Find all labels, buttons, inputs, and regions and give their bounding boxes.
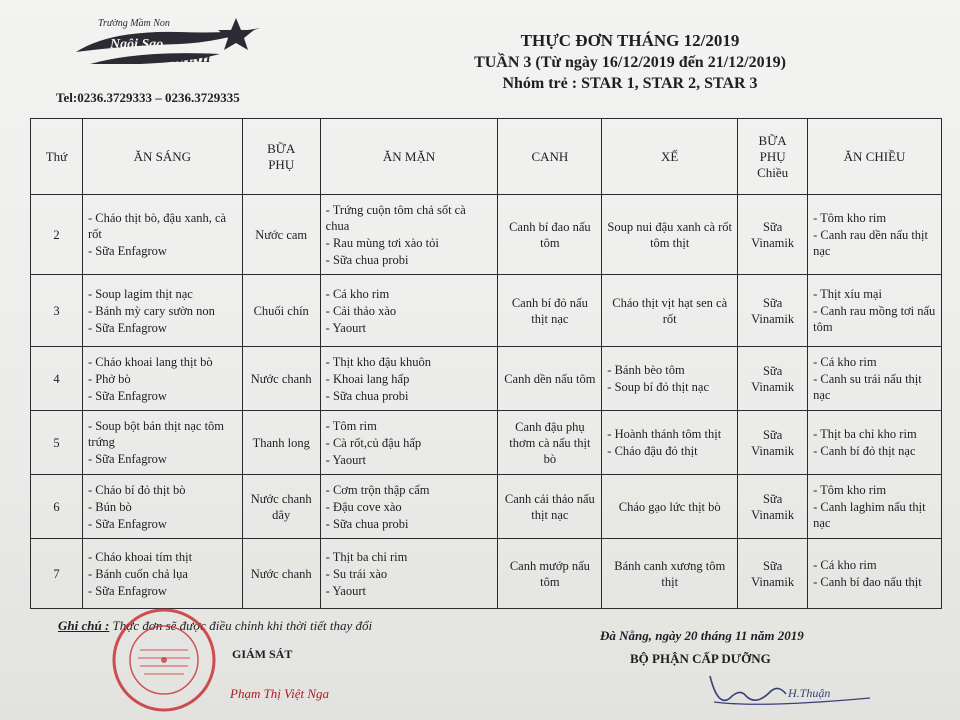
header-an-sang: ĂN SÁNG (82, 119, 242, 195)
list-item: - Bánh mỳ cary sườn non (87, 303, 215, 318)
list-item: - Thịt kho đậu khuôn (325, 354, 431, 369)
list-item: - Đậu cove xào (325, 499, 402, 514)
list-item: - Cơm trộn thập cẩm (325, 482, 430, 497)
list-item: - Cháo khoai lang thịt bò (87, 354, 213, 369)
list-item: - Hoành thánh tôm thịt (607, 427, 722, 441)
header-bua-phu-line1: BỮA (267, 140, 296, 156)
cell-thu: 3 (31, 275, 83, 347)
cell-xe (602, 539, 738, 609)
list-item: - Thịt ba chỉ kho rim (813, 427, 917, 441)
cell-an-man (320, 275, 498, 347)
list-item: - Bánh cuốn chả lụa (87, 566, 188, 581)
list-item: - Cá kho rim (813, 355, 877, 369)
cell-an-chieu (808, 275, 942, 347)
header-bua-phu-line2: PHỤ (268, 156, 295, 172)
cell-thu: 6 (31, 475, 83, 539)
header-thu: Thứ (31, 119, 83, 195)
cell-an-chieu-list (813, 426, 936, 459)
list-item: - Cải thảo xào (325, 303, 397, 318)
list-item: - Canh rau dền nấu thịt nạc (813, 228, 928, 258)
cell-xe (602, 475, 738, 539)
list-item: - Sữa chua probi (325, 516, 409, 531)
list-item: - Canh bí đỏ thịt nạc (813, 444, 916, 458)
list-item: - Sữa chua probi (325, 252, 409, 267)
list-item: - Canh rau mồng tơi nấu tôm (813, 304, 936, 334)
table-row (31, 275, 942, 347)
list-item: - Yaourt (325, 320, 366, 335)
cell-an-man (320, 195, 498, 275)
list-item: - Cháo thịt bò, đậu xanh, cà rốt (87, 211, 227, 241)
list-item: - Bún bò (87, 499, 132, 514)
cell-bua-phu-chieu: Sữa Vinamik (738, 195, 808, 275)
cell-bua-phu-chieu: Sữa Vinamik (738, 347, 808, 411)
cell-bua-phu: Thanh long (242, 411, 320, 475)
list-item: - Canh laghim nấu thịt nạc (813, 500, 926, 530)
cell-xe (602, 195, 738, 275)
cell-an-sang-list (88, 418, 237, 467)
cell-bua-phu: Chuối chín (242, 275, 320, 347)
cell-xe-list (607, 362, 732, 395)
supervisor-title: GIÁM SÁT (232, 647, 293, 661)
cell-bua-phu-chieu: Sữa Vinamik (738, 411, 808, 475)
svg-text:Ngôi Sao: Ngôi Sao (110, 37, 164, 52)
list-item: Bánh canh xương tôm thịt (614, 558, 726, 589)
header-bua-phu-chieu-line3: Chiều (757, 164, 789, 180)
svg-text:Trường Mầm Non: Trường Mầm Non (98, 18, 170, 29)
cell-an-sang-list (88, 482, 237, 532)
cell-an-chieu-list (813, 210, 936, 259)
dept-signature: H.Thuận (788, 686, 831, 700)
list-item: - Rau mùng tơi xào tỏi (325, 235, 439, 250)
cell-an-man-list (326, 418, 493, 468)
cell-xe (602, 411, 738, 475)
cell-xe-list (607, 295, 732, 327)
list-item: - Cháo đậu đỏ thịt (607, 444, 698, 458)
cell-bua-phu-chieu: Sữa Vinamik (738, 475, 808, 539)
school-phone: Tel:0236.3729333 – 0236.3729335 (56, 90, 240, 105)
supervisor-name: Phạm Thị Việt Nga (230, 686, 330, 701)
header-bua-phu-chieu (738, 119, 808, 195)
cell-an-man-list (326, 202, 493, 268)
cell-bua-phu: Nước chanh dây (242, 475, 320, 539)
cell-bua-phu-chieu: Sữa Vinamik (738, 539, 808, 609)
cell-an-sang-list (88, 286, 237, 336)
cell-canh: Canh mướp nấu tôm (498, 539, 602, 609)
menu-title-block (420, 30, 840, 94)
cell-canh: Canh cải thảo nấu thịt nạc (498, 475, 602, 539)
list-item: - Trứng cuộn tôm chả sốt cà chua (325, 202, 466, 233)
cell-an-sang-list (88, 210, 237, 259)
header-bua-phu (242, 119, 320, 195)
cell-an-sang (82, 195, 242, 275)
note-text: Thực đơn sẽ được điều chỉnh khi thời tiết thay đổi (112, 618, 373, 633)
list-item: - Thịt xíu mại (813, 287, 882, 301)
list-item: Cháo thịt vịt hạt sen cà rốt (612, 295, 728, 326)
cell-an-chieu-list (813, 557, 936, 590)
cell-an-sang (82, 275, 242, 347)
cell-thu: 4 (31, 347, 83, 411)
list-item: - Sữa Enfagrow (87, 244, 167, 258)
cell-an-man-list (326, 482, 493, 532)
list-item: Soup nui đậu xanh cà rốt tôm thịt (607, 219, 733, 250)
list-item: - Yaourt (325, 452, 366, 467)
header-xe: XẾ (602, 119, 738, 195)
cell-an-sang (82, 411, 242, 475)
cell-an-man (320, 539, 498, 609)
header-bua-phu-chieu-line2: PHỤ (759, 148, 786, 164)
dept-title: BỘ PHẬN CẤP DƯỠNG (630, 651, 771, 666)
cell-xe-list (607, 499, 732, 515)
list-item: - Sữa Enfagrow (87, 583, 167, 598)
cell-bua-phu: Nước chanh (242, 347, 320, 411)
cell-an-chieu (808, 347, 942, 411)
menu-table (30, 118, 942, 609)
menu-title: THỰC ĐƠN THÁNG 12/2019 (520, 31, 740, 50)
table-row (31, 195, 942, 275)
cell-an-chieu-list (813, 354, 936, 403)
cell-canh: Canh dền nấu tôm (498, 347, 602, 411)
note-label: Ghi chú : (58, 618, 110, 633)
cell-an-man-list (326, 549, 493, 599)
svg-text:XANH: XANH (174, 50, 211, 65)
table-row (31, 411, 942, 475)
header-an-man: ĂN MẶN (320, 119, 498, 195)
cell-xe-list (607, 558, 732, 590)
header-bua-phu-chieu-line1: BỮA (758, 132, 787, 148)
cell-an-man-list (326, 354, 493, 404)
cell-bua-phu: Nước chanh (242, 539, 320, 609)
cell-thu: 5 (31, 411, 83, 475)
cell-bua-phu-chieu: Sữa Vinamik (738, 275, 808, 347)
list-item: - Sữa Enfagrow (87, 320, 167, 335)
cell-xe-list (607, 219, 732, 251)
list-item: - Canh su trái nấu thịt nạc (813, 372, 922, 402)
menu-group: Nhóm trẻ : STAR 1, STAR 2, STAR 3 (502, 75, 758, 92)
cell-xe (602, 275, 738, 347)
cell-an-chieu (808, 539, 942, 609)
cell-an-man (320, 347, 498, 411)
cell-an-chieu (808, 195, 942, 275)
list-item: - Soup lagim thịt nạc (87, 286, 193, 301)
cell-xe (602, 347, 738, 411)
list-item: - Cháo bí đỏ thịt bò (87, 482, 186, 497)
table-row (31, 347, 942, 411)
cell-canh: Canh bí đao nấu tôm (498, 195, 602, 275)
list-item: - Sữa Enfagrow (87, 452, 167, 466)
cell-an-chieu-list (813, 286, 936, 335)
list-item: - Yaourt (325, 583, 366, 598)
list-item: - Sữa Enfagrow (87, 516, 167, 531)
list-item: - Thịt ba chỉ rim (325, 549, 408, 564)
cell-an-man (320, 411, 498, 475)
cell-canh: Canh bí đỏ nấu thịt nạc (498, 275, 602, 347)
cell-an-sang-list (88, 549, 237, 599)
table-row (31, 475, 942, 539)
list-item: - Cháo khoai tím thịt (87, 549, 193, 564)
list-item: - Cá kho rim (325, 286, 390, 301)
list-item: - Sữa Enfagrow (87, 388, 167, 403)
list-item: - Soup bí đỏ thịt nạc (607, 380, 710, 394)
date-line: Đà Nẵng, ngày 20 tháng 11 năm 2019 (600, 628, 804, 643)
cell-an-sang-list (88, 354, 237, 404)
cell-thu: 7 (31, 539, 83, 609)
cell-canh: Canh đậu phụ thơm cà nấu thịt bò (498, 411, 602, 475)
header-an-chieu: ĂN CHIỀU (808, 119, 942, 195)
cell-thu: 2 (31, 195, 83, 275)
table-header-row (31, 119, 942, 195)
menu-week: TUẦN 3 (Từ ngày 16/12/2019 đến 21/12/2019) (474, 54, 786, 71)
header-canh: CANH (498, 119, 602, 195)
cell-an-man (320, 475, 498, 539)
list-item: - Bánh bèo tôm (607, 363, 685, 377)
cell-an-sang (82, 347, 242, 411)
cell-an-sang (82, 475, 242, 539)
list-item: Cháo gạo lức thịt bò (618, 499, 721, 514)
cell-an-chieu (808, 411, 942, 475)
cell-xe-list (607, 426, 732, 459)
school-stamp (104, 598, 234, 720)
table-body (31, 195, 942, 609)
list-item: - Sữa chua probi (325, 388, 409, 403)
list-item: - Cá kho rim (813, 558, 877, 572)
list-item: - Soup bột bán thịt nạc tôm trứng (87, 419, 225, 449)
list-item: - Tôm kho rim (813, 211, 887, 225)
list-item: - Su trái xào (325, 566, 388, 581)
cell-bua-phu: Nước cam (242, 195, 320, 275)
list-item: - Tôm rim (325, 418, 377, 433)
list-item: - Tôm kho rim (813, 483, 887, 497)
cell-an-chieu (808, 475, 942, 539)
list-item: - Khoai lang hấp (325, 371, 410, 386)
cell-an-chieu-list (813, 482, 936, 531)
school-logo (70, 12, 270, 76)
list-item: - Canh bí đao nấu thịt (813, 575, 922, 589)
cell-an-man-list (326, 286, 493, 336)
list-item: - Phở bò (87, 371, 131, 386)
list-item: - Cà rốt,củ đậu hấp (325, 435, 422, 450)
